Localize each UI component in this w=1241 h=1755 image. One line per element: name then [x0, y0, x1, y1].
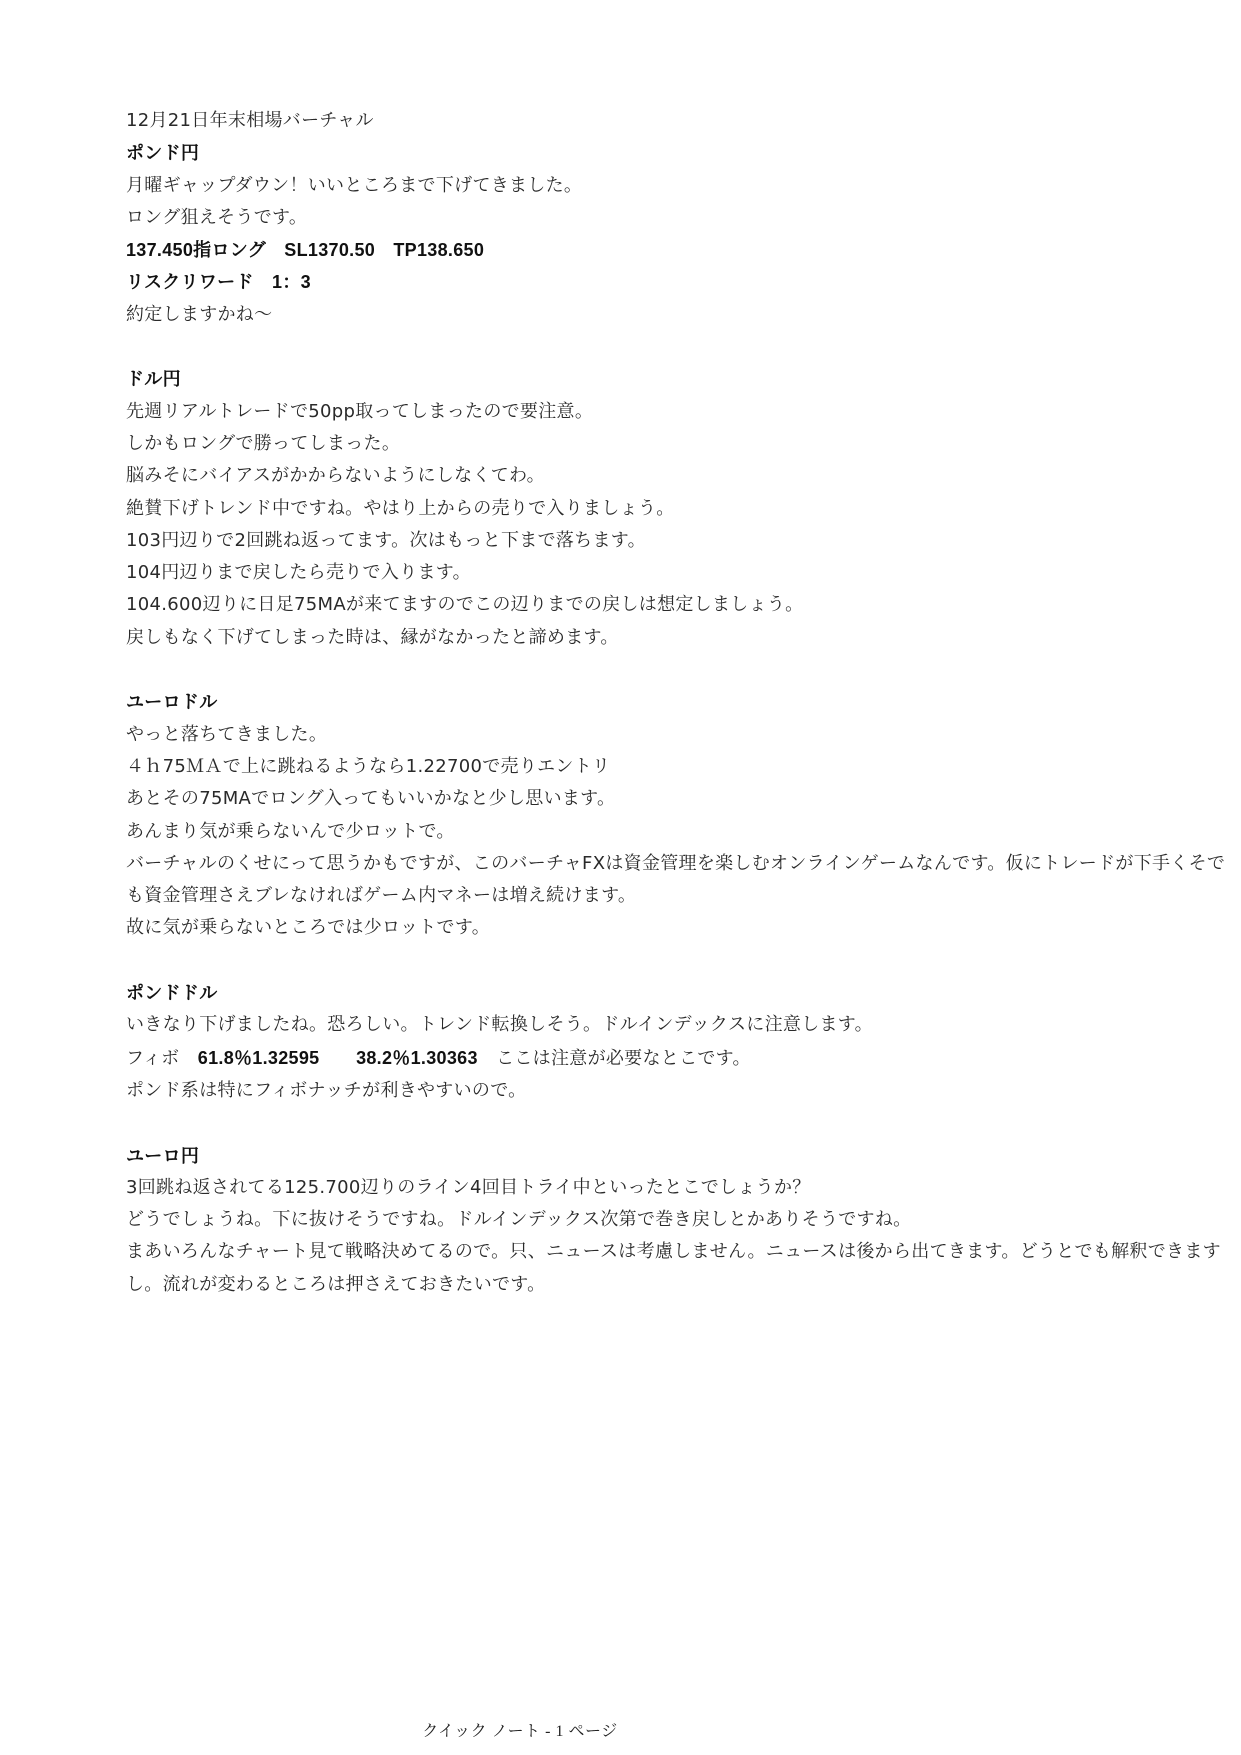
- note-line: 先週リアルトレードで50pp取ってしまったので要注意。: [126, 400, 594, 422]
- note-line: しかもロングで勝ってしまった。: [126, 432, 401, 454]
- note-line: 104円辺りまで戻したら売りで入ります。: [126, 562, 471, 584]
- section-title-euro-dollar: ユーロドル: [126, 692, 218, 713]
- note-paragraph: まあいろんなチャート見て戦略決めてるので。只、ニュースは考慮しません。ニュースは後から出てきます。どうとでも解釈できますし。流れが変わるところは押さえておきたいです。: [126, 1241, 1221, 1295]
- risk-reward-line: リスクリワード 1：3: [126, 272, 311, 293]
- fibo-prefix: フィボ: [126, 1047, 198, 1069]
- blank-line: [126, 654, 1226, 686]
- note-line: ４ｈ75ＭＡで上に跳ねるようなら1.22700で売りエントリ: [126, 755, 611, 777]
- fibo-suffix: ここは注意が必要なとこです。: [477, 1047, 751, 1069]
- note-page: [126, 105, 1226, 1301]
- blank-line: [126, 1107, 1226, 1139]
- section-title-euro-yen: ユーロ円: [126, 1145, 200, 1166]
- note-line: 絶賛下げトレンド中ですね。やはり上からの売りで入りましょう。: [126, 497, 675, 519]
- blank-line: [126, 331, 1226, 363]
- note-line: 脳みそにバイアスがかからないようにしなくてわ。: [126, 465, 545, 487]
- note-line: ポンド系は特にフィボナッチが利きやすいので。: [126, 1079, 527, 1101]
- page-footer: クイック ノート - 1 ページ: [422, 1723, 618, 1740]
- note-line: やっと落ちてきました。: [126, 723, 328, 745]
- note-line: 戻しもなく下げてしまった時は、縁がなかったと諦めます。: [126, 626, 619, 648]
- note-line: ロング狙えそうです。: [126, 206, 308, 228]
- note-line: どうでしょうね。下に抜けそうですね。ドルインデックス次第で巻き戻しとかありそうですね。: [126, 1209, 912, 1231]
- note-line: あんまり気が乗らないんで少ロットで。: [126, 820, 455, 842]
- fibo-levels: 61.8％1.32595 38.2％1.30363: [197, 1047, 478, 1068]
- section-title-pound-yen: ポンド円: [126, 143, 200, 164]
- section-title-dollar-yen: ドル円: [126, 369, 181, 390]
- note-paragraph: バーチャルのくせにって思うかもですが、このバーチャFXは資金管理を楽しむオンラインゲームなんです。仮にトレードが下手くそでも資金管理さえブレなければゲーム内マネーは増え続けます。: [126, 852, 1226, 907]
- section-title-pound-dollar: ポンドドル: [126, 983, 218, 1004]
- note-line: 104.600辺りに日足75MAが来てますのでこの辺りまでの戻しは想定しましょう。: [126, 594, 804, 616]
- note-line: いきなり下げましたね。恐ろしい。トレンド転換しそう。ドルインデックスに注意します。: [126, 1014, 873, 1036]
- note-line: 月曜ギャップダウン！いいところまで下げてきました。: [126, 174, 583, 196]
- order-line: 137.450指ロング SL1370.50 TP138.650: [126, 240, 485, 261]
- note-line: あとその75MAでロング入ってもいいかなと少し思います。: [126, 788, 616, 810]
- fibonacci-line: [126, 1042, 1226, 1075]
- note-line: 約定しますかね～: [126, 303, 273, 325]
- note-date-title: 12月21日年末相場バーチャル: [126, 110, 374, 131]
- blank-line: [126, 945, 1226, 977]
- note-line: 3回跳ね返されてる125.700辺りのライン4回目トライ中といったとこでしょうか？: [126, 1176, 811, 1198]
- note-line: 故に気が乗らないところでは少ロットです。: [126, 917, 491, 939]
- note-line: 103円辺りで2回跳ね返ってます。次はもっと下まで落ちます。: [126, 529, 646, 551]
